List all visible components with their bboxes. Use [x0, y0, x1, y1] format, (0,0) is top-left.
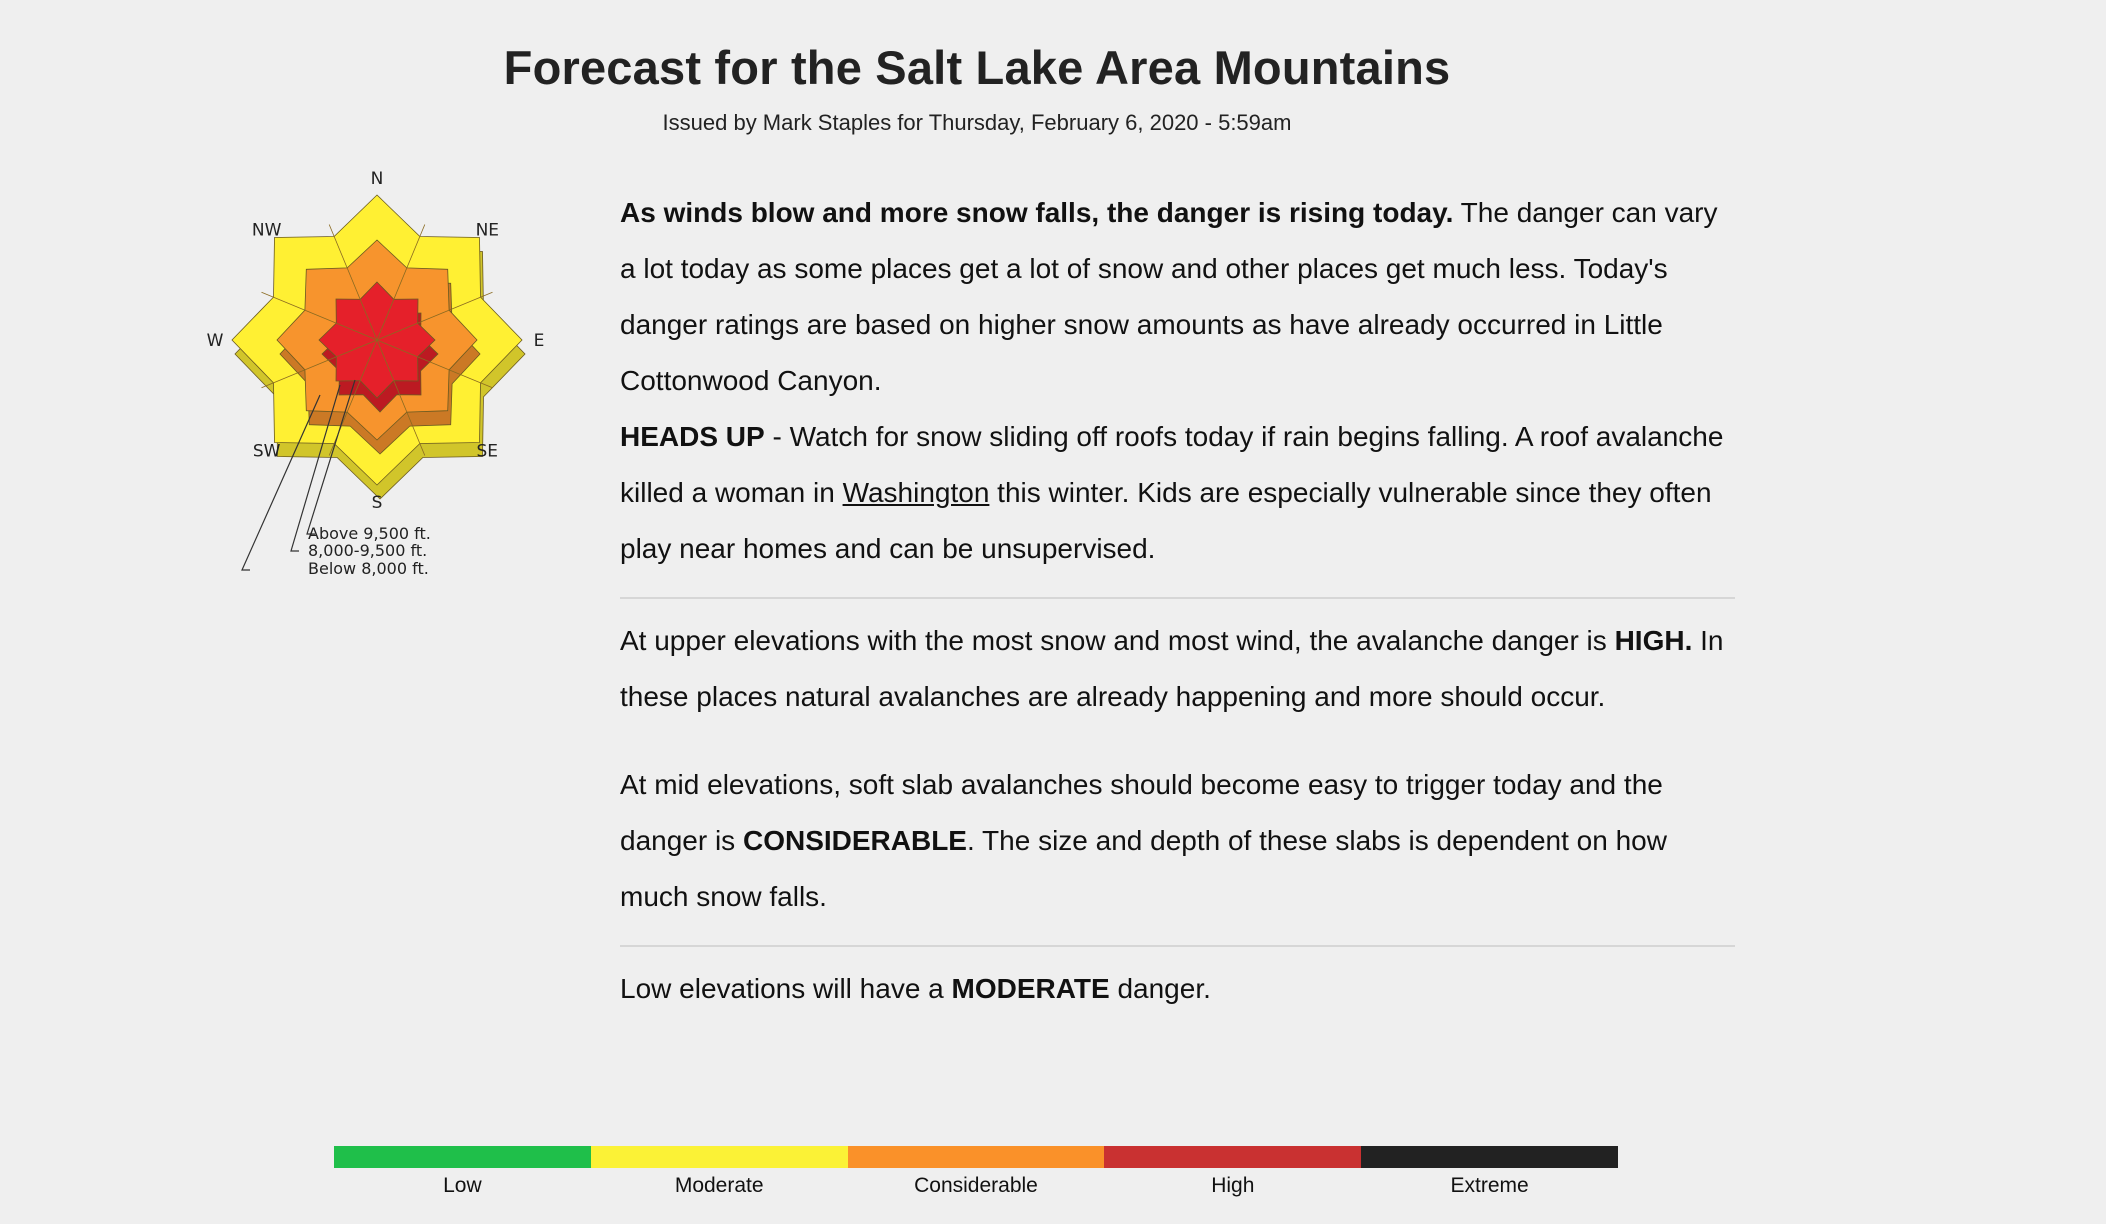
- scale-bar-low: [334, 1146, 591, 1168]
- upper-elevation-paragraph: At upper elevations with the most snow and most wind, the avalanche danger is HIGH. In these places natural avalanches are already happening and more should occur.: [620, 625, 1724, 712]
- scale-label-low: Low: [443, 1174, 482, 1197]
- rose-direction-w: W: [206, 331, 224, 351]
- bottom-line-headline: As winds blow and more snow falls, the danger is rising today.: [620, 197, 1454, 228]
- bottom-line-paragraph: As winds blow and more snow falls, the danger is rising today. The danger can vary a lot today as some places get a lot of snow and other places get much less. Today's danger ratings are based on higher snow amounts as have already occurred in Little Cottonwood Canyon.: [620, 197, 1718, 396]
- page-title: Forecast for the Salt Lake Area Mountains: [503, 41, 1451, 94]
- washington-link[interactable]: Washington: [842, 477, 990, 508]
- scale-label-moderate: Moderate: [674, 1174, 764, 1197]
- scale-bar-high: [1104, 1146, 1361, 1168]
- legend-above-9500: Above 9,500 ft.: [308, 524, 431, 543]
- scale-bar-moderate: [591, 1146, 848, 1168]
- rose-direction-sw: SW: [252, 441, 281, 462]
- legend-below-8000: Below 8,000 ft.: [308, 559, 429, 578]
- legend-8000-9500: 8,000-9,500 ft.: [308, 541, 428, 560]
- rose-direction-ne: NE: [475, 220, 500, 241]
- rose-direction-se: SE: [476, 441, 499, 462]
- rose-direction-n: N: [370, 169, 384, 189]
- divider: [620, 945, 1735, 947]
- scale-bar-extreme: [1361, 1146, 1618, 1168]
- divider: [620, 597, 1735, 599]
- heads-up-paragraph: HEADS UP - Watch for snow sliding off roofs today if rain begins falling. A roof avalanche killed a woman in Washington this winter. Kids are especially vulnerable since they often play near homes and can be unsupervised.: [620, 421, 1724, 564]
- rose-direction-nw: NW: [251, 220, 282, 241]
- danger-rose: [180, 169, 580, 600]
- mid-elevation-paragraph: At mid elevations, soft slab avalanches should become easy to trigger today and the danger is CONSIDERABLE. The size and depth of these slabs is dependent on how much snow falls.: [620, 769, 1667, 912]
- low-elevation-paragraph: Low elevations will have a MODERATE danger.: [620, 973, 1211, 1004]
- scale-label-considerable: Considerable: [914, 1174, 1038, 1197]
- issued-by: Issued by Mark Staples for Thursday, February 6, 2020 - 5:59am: [662, 110, 1292, 135]
- rose-direction-e: E: [533, 331, 545, 351]
- danger-scale: [334, 1146, 1618, 1198]
- scale-bar-considerable: [848, 1146, 1105, 1168]
- forecast-text: [620, 185, 1735, 1017]
- scale-label-high: High: [1211, 1174, 1255, 1197]
- scale-label-extreme: Extreme: [1450, 1174, 1529, 1197]
- heads-up-label: HEADS UP: [620, 421, 765, 452]
- rose-direction-s: S: [371, 493, 383, 513]
